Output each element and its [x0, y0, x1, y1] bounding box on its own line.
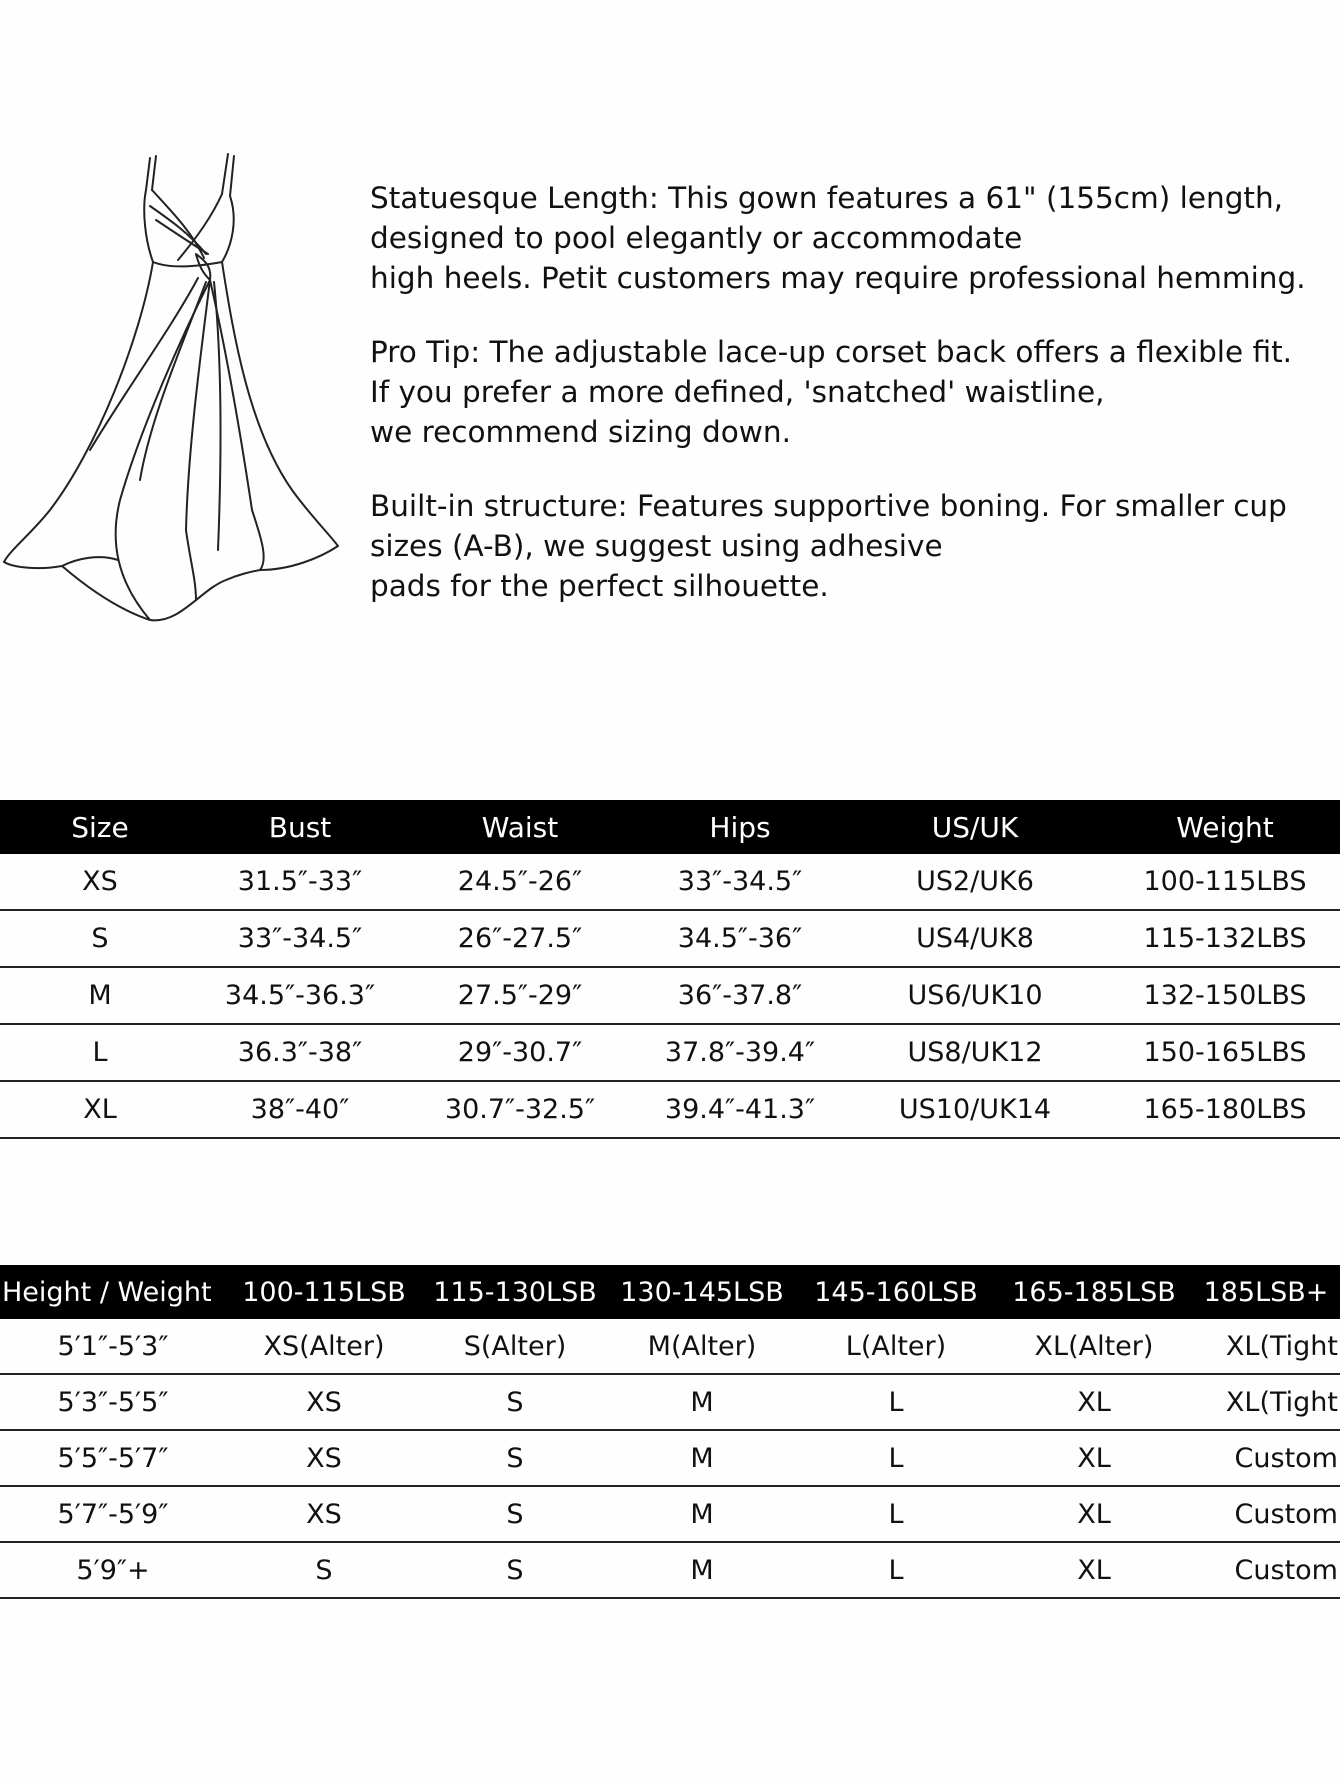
cell-bust: 33″-34.5″ — [200, 910, 400, 967]
size-chart-header — [0, 800, 1340, 854]
table-row — [0, 1542, 1340, 1598]
cell-hips: 34.5″-36″ — [640, 910, 840, 967]
table-row — [0, 1319, 1340, 1374]
cell-fit: XS — [226, 1486, 422, 1542]
table-row — [0, 1486, 1340, 1542]
cell-bust: 34.5″-36.3″ — [200, 967, 400, 1024]
cell-hips: 39.4″-41.3″ — [640, 1081, 840, 1138]
cell-fit: M — [608, 1542, 796, 1598]
note-pro-tip: Pro Tip: The adjustable lace-up corset back offers a flexible fit. If you prefer a more defined, 'snatched' waistline, we recommend sizing down. — [370, 335, 1293, 449]
cell-weight: 115-132LBS — [1110, 910, 1340, 967]
cell-bust: 38″-40″ — [200, 1081, 400, 1138]
cell-fit: XL(Tight — [1192, 1374, 1340, 1430]
table-row — [0, 1024, 1340, 1081]
cell-waist: 26″-27.5″ — [400, 910, 640, 967]
note-length: Statuesque Length: This gown features a 61" (155cm) length, designed to pool elegantly or accommodate high heels. Petit customers may require professional hemming. — [370, 181, 1306, 295]
col-weight-range: 100-115LSB — [226, 1265, 422, 1319]
cell-waist: 29″-30.7″ — [400, 1024, 640, 1081]
cell-weight: 100-115LBS — [1110, 854, 1340, 910]
product-notes — [370, 178, 1330, 640]
cell-weight: 165-180LBS — [1110, 1081, 1340, 1138]
cell-us-uk: US4/UK8 — [840, 910, 1110, 967]
col-weight: Weight — [1110, 800, 1340, 854]
cell-fit: XL — [996, 1430, 1192, 1486]
cell-fit: XS — [226, 1430, 422, 1486]
col-height-weight: Height / Weight — [0, 1265, 226, 1319]
cell-us-uk: US8/UK12 — [840, 1024, 1110, 1081]
note-structure: Built-in structure: Features supportive boning. For smaller cup sizes (A-B), we suggest using adhesive pads for the perfect silhouette. — [370, 489, 1287, 603]
cell-fit: Custom — [1192, 1542, 1340, 1598]
cell-fit: M(Alter) — [608, 1319, 796, 1374]
col-weight-range: 115-130LSB — [422, 1265, 608, 1319]
cell-fit: XS — [226, 1374, 422, 1430]
cell-fit: XL(Tight — [1192, 1319, 1340, 1374]
col-waist: Waist — [400, 800, 640, 854]
gown-line-drawing-icon — [0, 150, 345, 670]
cell-fit: XL(Alter) — [996, 1319, 1192, 1374]
cell-fit: S — [226, 1542, 422, 1598]
cell-fit: S(Alter) — [422, 1319, 608, 1374]
cell-weight: 132-150LBS — [1110, 967, 1340, 1024]
cell-fit: Custom — [1192, 1486, 1340, 1542]
cell-bust: 36.3″-38″ — [200, 1024, 400, 1081]
cell-height: 5′9″+ — [0, 1542, 226, 1598]
cell-height: 5′7″-5′9″ — [0, 1486, 226, 1542]
cell-waist: 27.5″-29″ — [400, 967, 640, 1024]
cell-fit: S — [422, 1430, 608, 1486]
cell-size: M — [0, 967, 200, 1024]
cell-us-uk: US2/UK6 — [840, 854, 1110, 910]
cell-fit: S — [422, 1486, 608, 1542]
cell-fit: XS(Alter) — [226, 1319, 422, 1374]
cell-fit: M — [608, 1374, 796, 1430]
cell-fit: L — [796, 1542, 996, 1598]
cell-hips: 33″-34.5″ — [640, 854, 840, 910]
cell-fit: S — [422, 1374, 608, 1430]
col-weight-range: 130-145LSB — [608, 1265, 796, 1319]
col-hips: Hips — [640, 800, 840, 854]
table-row — [0, 1430, 1340, 1486]
cell-hips: 36″-37.8″ — [640, 967, 840, 1024]
col-size: Size — [0, 800, 200, 854]
cell-fit: L(Alter) — [796, 1319, 996, 1374]
table-row — [0, 854, 1340, 910]
cell-size: L — [0, 1024, 200, 1081]
cell-us-uk: US10/UK14 — [840, 1081, 1110, 1138]
cell-fit: L — [796, 1430, 996, 1486]
size-chart-table — [0, 800, 1340, 1139]
cell-height: 5′3″-5′5″ — [0, 1374, 226, 1430]
cell-size: S — [0, 910, 200, 967]
fit-chart-header — [0, 1265, 1340, 1319]
cell-height: 5′1″-5′3″ — [0, 1319, 226, 1374]
cell-waist: 24.5″-26″ — [400, 854, 640, 910]
cell-us-uk: US6/UK10 — [840, 967, 1110, 1024]
cell-weight: 150-165LBS — [1110, 1024, 1340, 1081]
cell-size: XS — [0, 854, 200, 910]
cell-fit: L — [796, 1374, 996, 1430]
col-bust: Bust — [200, 800, 400, 854]
cell-fit: XL — [996, 1486, 1192, 1542]
cell-fit: L — [796, 1486, 996, 1542]
table-row — [0, 1374, 1340, 1430]
cell-fit: S — [422, 1542, 608, 1598]
cell-height: 5′5″-5′7″ — [0, 1430, 226, 1486]
cell-fit: XL — [996, 1374, 1192, 1430]
col-weight-range: 165-185LSB — [996, 1265, 1192, 1319]
cell-size: XL — [0, 1081, 200, 1138]
cell-fit: XL — [996, 1542, 1192, 1598]
col-weight-range: 185LSB+ — [1192, 1265, 1340, 1319]
cell-hips: 37.8″-39.4″ — [640, 1024, 840, 1081]
cell-waist: 30.7″-32.5″ — [400, 1081, 640, 1138]
table-row — [0, 1081, 1340, 1138]
fit-recommendation-table — [0, 1265, 1340, 1599]
col-weight-range: 145-160LSB — [796, 1265, 996, 1319]
cell-fit: M — [608, 1430, 796, 1486]
cell-fit: M — [608, 1486, 796, 1542]
table-row — [0, 967, 1340, 1024]
cell-bust: 31.5″-33″ — [200, 854, 400, 910]
cell-fit: Custom — [1192, 1430, 1340, 1486]
col-us-uk: US/UK — [840, 800, 1110, 854]
table-row — [0, 910, 1340, 967]
